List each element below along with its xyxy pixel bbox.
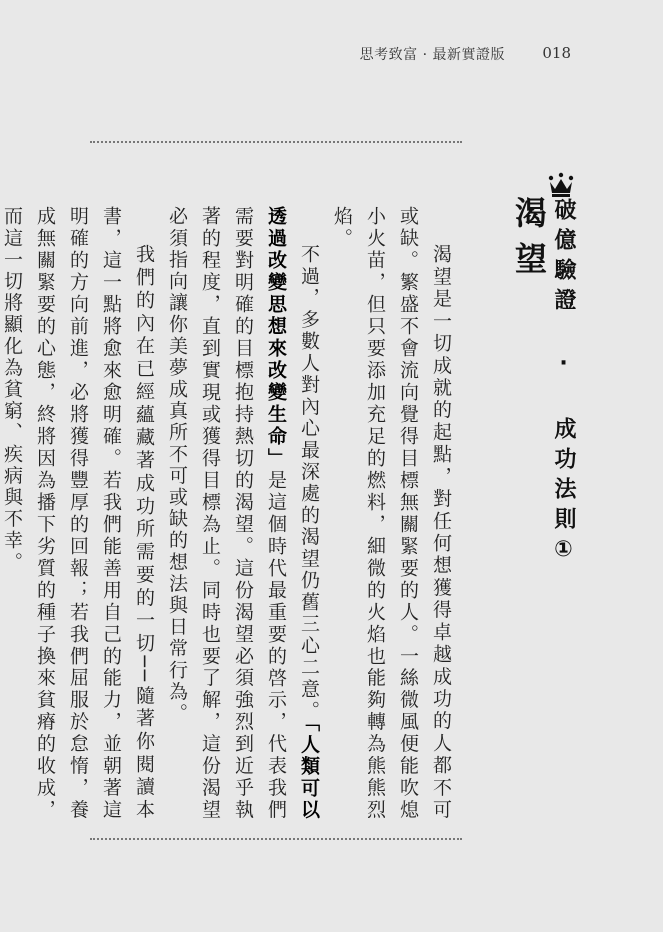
body-text-segment: 我們的內在已經蘊藏著成功所需要的一切──隨著你閱讀本書，這一點將愈來愈明確。若我們能善用自己的能力，並朝著這明確的方向前進，必將獲得豐厚的回報；若我們屈服於怠惰，養成無關緊要的心態，終將因為播下劣質的種子換來貧瘠的收成，而這一切將顯化為貧窮、疾病與不幸。: [1, 206, 155, 821]
series-title: 破億驗證 · 成功法則①: [551, 198, 576, 570]
body-text: [0, 206, 457, 821]
page-header: [0, 44, 663, 64]
body-paragraph: [160, 206, 325, 821]
page-number: 018: [542, 44, 571, 62]
body-text-segment: 不過，多數人對內心最深處的渴望仍舊三心二意。: [298, 244, 320, 722]
crown-icon: [548, 172, 574, 198]
body-text-segment: 是這個時代最重要的啓示，代表我們需要對明確的目標抱持熱切的渴望。這份渴望必須強烈到近乎執著的程度，直到實現或獲得目標為止。同時也要了解，這份渴望必須指向讓你美夢成真所不可或缺的想法與日常行為。: [166, 206, 287, 821]
running-title: 思考致富 · 最新實證版: [359, 47, 505, 63]
highlighted-text: 「人類可以透過改變思想來改變生命」: [265, 206, 320, 822]
body-paragraph: [325, 206, 457, 821]
body-text-segment: 渴望是一切成就的起點，對任何想獲得卓越成功的人都不可或缺。繁盛不會流向覺得目標無關緊要的人。一絲微風便能吹熄小火苗，但只要添加充足的燃料，細微的火焰也能夠轉為熊熊烈焰。: [331, 206, 452, 821]
top-dotted-divider: [90, 141, 462, 143]
chapter-title: 渴望: [510, 196, 548, 288]
body-paragraph: [0, 206, 160, 821]
bottom-dotted-divider: [90, 838, 462, 840]
